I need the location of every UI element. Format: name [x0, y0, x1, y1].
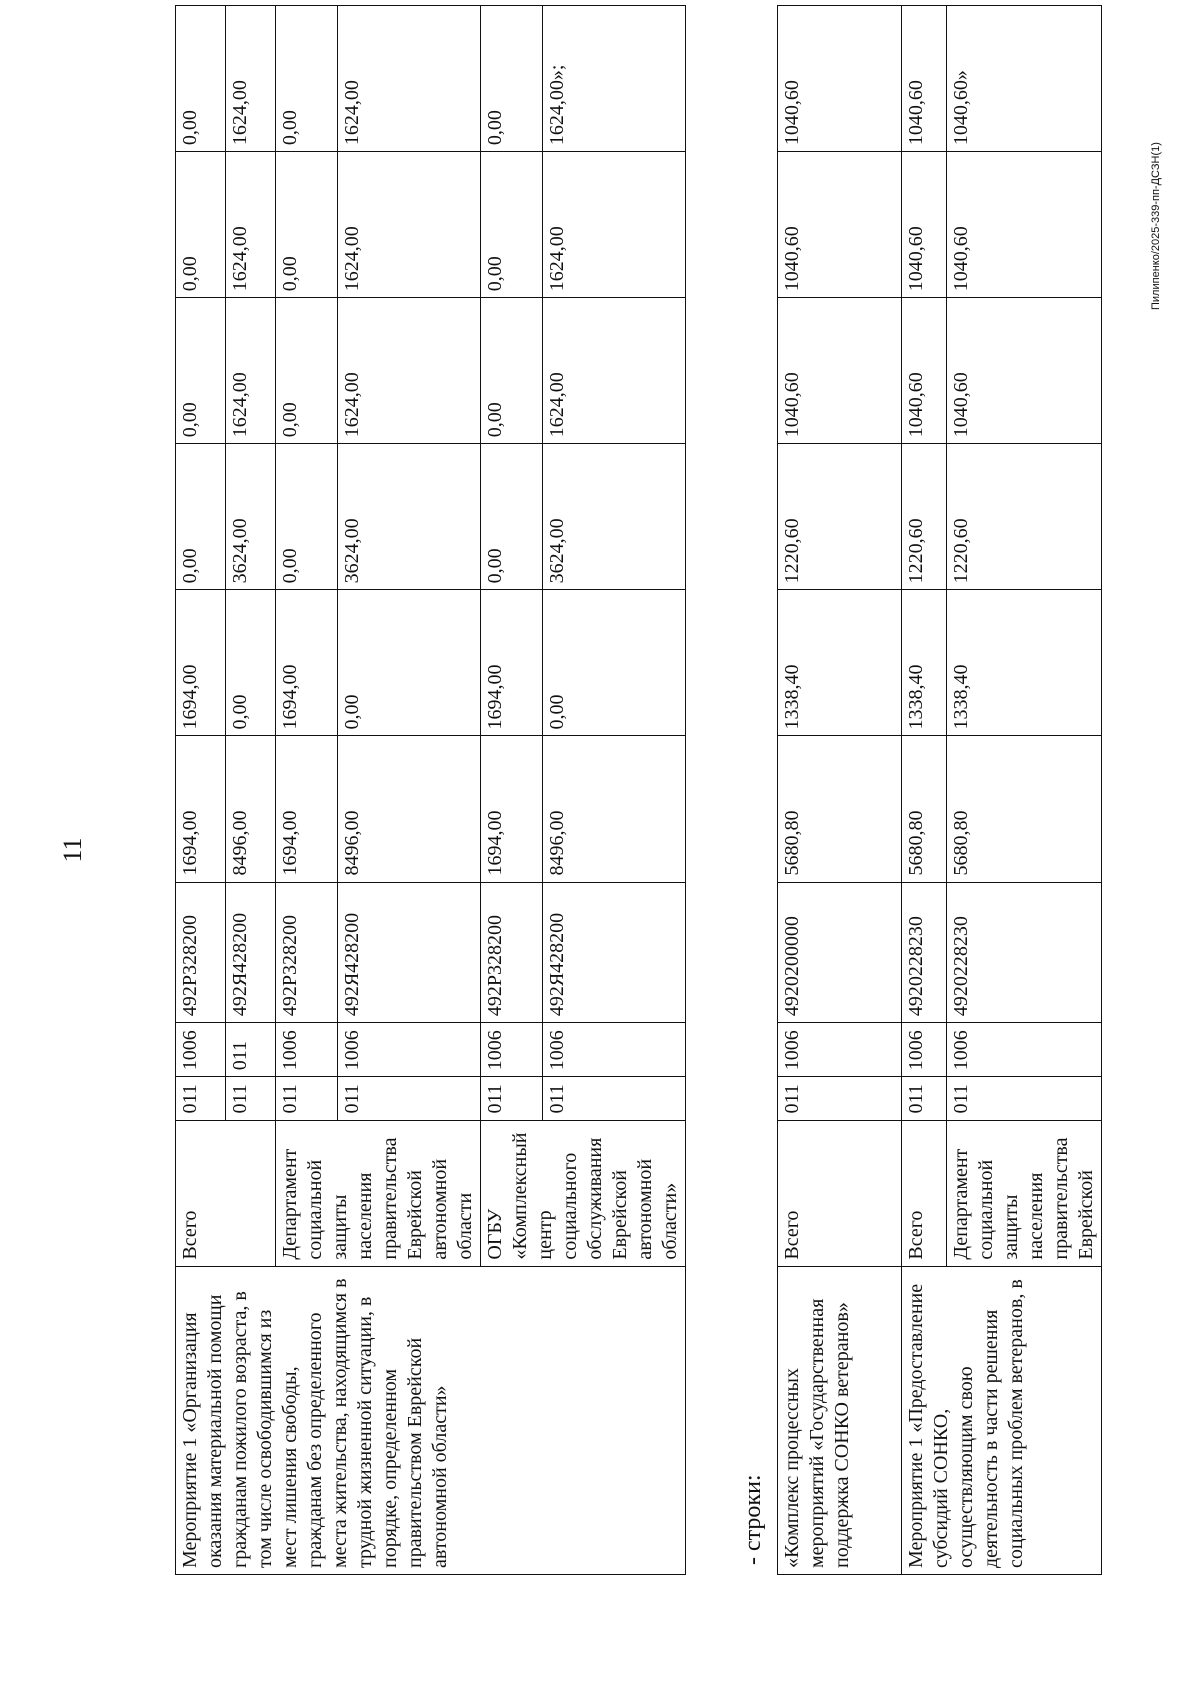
value-cell: 1694,00	[176, 736, 226, 882]
value-cell: 1338,40	[947, 590, 1102, 736]
value-cell: 1040,60	[902, 6, 947, 152]
code-cell: 1006	[337, 1023, 480, 1077]
executor-cell: Департамент социальной защиты населения правительства Еврейской	[947, 1120, 1102, 1266]
value-cell: 0,00	[176, 444, 226, 590]
code-cell: 1006	[543, 1023, 686, 1077]
value-cell: 0,00	[176, 6, 226, 152]
value-cell: 1338,40	[902, 590, 947, 736]
value-cell: 1694,00	[276, 590, 338, 736]
value-cell: 3624,00	[543, 444, 686, 590]
code-cell: 011	[226, 1023, 276, 1077]
value-cell: 1694,00	[481, 736, 543, 882]
event-cell: «Комплекс процессных мероприятий «Государственная поддержка СОНКО ветеранов»	[778, 1266, 902, 1574]
code-cell: 011	[276, 1077, 338, 1120]
value-cell: 5680,80	[778, 736, 902, 882]
value-cell: 1694,00	[481, 590, 543, 736]
value-cell: 5680,80	[902, 736, 947, 882]
event-cell: Мероприятие 1 «Организация оказания материальной помощи гражданам пожилого возраста, в том числе освободившимся из мест лишения свободы, гражданам без определенного места жительства, находящимся в трудной жизненной ситуации, в порядке, определенном правительством Еврейской автономной области»	[176, 1266, 686, 1574]
code-cell: 4920200000	[778, 882, 902, 1023]
code-cell: 492Я428200	[226, 882, 276, 1023]
code-cell: 1006	[947, 1023, 1102, 1077]
value-cell: 0,00	[481, 298, 543, 444]
value-cell: 3624,00	[337, 444, 480, 590]
value-cell: 1220,60	[902, 444, 947, 590]
code-cell: 1006	[778, 1023, 902, 1077]
code-cell: 492Я428200	[543, 882, 686, 1023]
value-cell: 0,00	[176, 152, 226, 298]
code-cell: 492Я428200	[337, 882, 480, 1023]
event-cell: Мероприятие 1 «Предоставление субсидий СОНКО, осуществляющим свою деятельность в части решения социальных проблем ветеранов, в	[902, 1266, 1102, 1574]
code-cell: 4920228230	[947, 882, 1102, 1023]
code-cell: 011	[226, 1077, 276, 1120]
value-cell: 1694,00	[176, 590, 226, 736]
code-cell: 011	[481, 1077, 543, 1120]
value-cell: 0,00	[543, 590, 686, 736]
value-cell: 1040,60	[947, 298, 1102, 444]
executor-cell: Всего	[902, 1120, 947, 1266]
document-footer: Пилипенко/2025-339-пп-ДСЗН(1)	[1150, 142, 1162, 310]
value-cell: 1624,00	[543, 298, 686, 444]
value-cell: 0,00	[276, 6, 338, 152]
value-cell: 3624,00	[226, 444, 276, 590]
rows-label: - строки:	[740, 1474, 766, 1565]
table-row	[778, 6, 902, 1575]
code-cell: 492Р328200	[276, 882, 338, 1023]
value-cell: 0,00	[276, 298, 338, 444]
value-cell: 1624,00	[337, 6, 480, 152]
code-cell: 1006	[176, 1023, 226, 1077]
code-cell: 1006	[902, 1023, 947, 1077]
value-cell: 0,00	[481, 6, 543, 152]
executor-cell: ОГБУ «Комплексный центр социального обслуживания Еврейской автономной области»	[481, 1120, 686, 1266]
code-cell: 1006	[481, 1023, 543, 1077]
code-cell: 011	[947, 1077, 1102, 1120]
value-cell: 0,00	[337, 590, 480, 736]
value-cell: 1040,60	[902, 152, 947, 298]
executor-cell: Всего	[778, 1120, 902, 1266]
value-cell: 1040,60	[778, 6, 902, 152]
value-cell: 1624,00	[226, 298, 276, 444]
value-cell: 1338,40	[778, 590, 902, 736]
code-cell: 492Р328200	[176, 882, 226, 1023]
value-cell: 1694,00	[276, 736, 338, 882]
value-cell: 0,00	[481, 152, 543, 298]
code-cell: 011	[543, 1077, 686, 1120]
value-cell: 1220,60	[778, 444, 902, 590]
value-cell: 1040,60	[778, 152, 902, 298]
value-cell: 1040,60	[778, 298, 902, 444]
budget-table-2	[777, 5, 1102, 1575]
value-cell: 1624,00	[543, 152, 686, 298]
value-cell: 1624,00	[337, 298, 480, 444]
executor-cell: Департамент социальной защиты населения правительства Еврейской автономной области	[276, 1120, 481, 1266]
value-cell: 1624,00	[226, 152, 276, 298]
value-cell: 1624,00»;	[543, 6, 686, 152]
value-cell: 1040,60»	[947, 6, 1102, 152]
value-cell: 1040,60	[902, 298, 947, 444]
executor-cell: Всего	[176, 1120, 276, 1266]
code-cell: 011	[902, 1077, 947, 1120]
value-cell: 5680,80	[947, 736, 1102, 882]
budget-table-1	[175, 5, 686, 1575]
value-cell: 1624,00	[337, 152, 480, 298]
page-number: 11	[58, 837, 87, 863]
value-cell: 0,00	[276, 152, 338, 298]
table-row	[176, 6, 226, 1575]
value-cell: 0,00	[481, 444, 543, 590]
value-cell: 1040,60	[947, 152, 1102, 298]
value-cell: 1220,60	[947, 444, 1102, 590]
value-cell: 1624,00	[226, 6, 276, 152]
value-cell: 0,00	[276, 444, 338, 590]
code-cell: 1006	[276, 1023, 338, 1077]
code-cell: 492Р328200	[481, 882, 543, 1023]
value-cell: 0,00	[176, 298, 226, 444]
value-cell: 8496,00	[226, 736, 276, 882]
code-cell: 011	[778, 1077, 902, 1120]
table-row	[902, 6, 947, 1575]
value-cell: 8496,00	[543, 736, 686, 882]
value-cell: 8496,00	[337, 736, 480, 882]
code-cell: 011	[337, 1077, 480, 1120]
code-cell: 011	[176, 1077, 226, 1120]
code-cell: 4920228230	[902, 882, 947, 1023]
value-cell: 0,00	[226, 590, 276, 736]
